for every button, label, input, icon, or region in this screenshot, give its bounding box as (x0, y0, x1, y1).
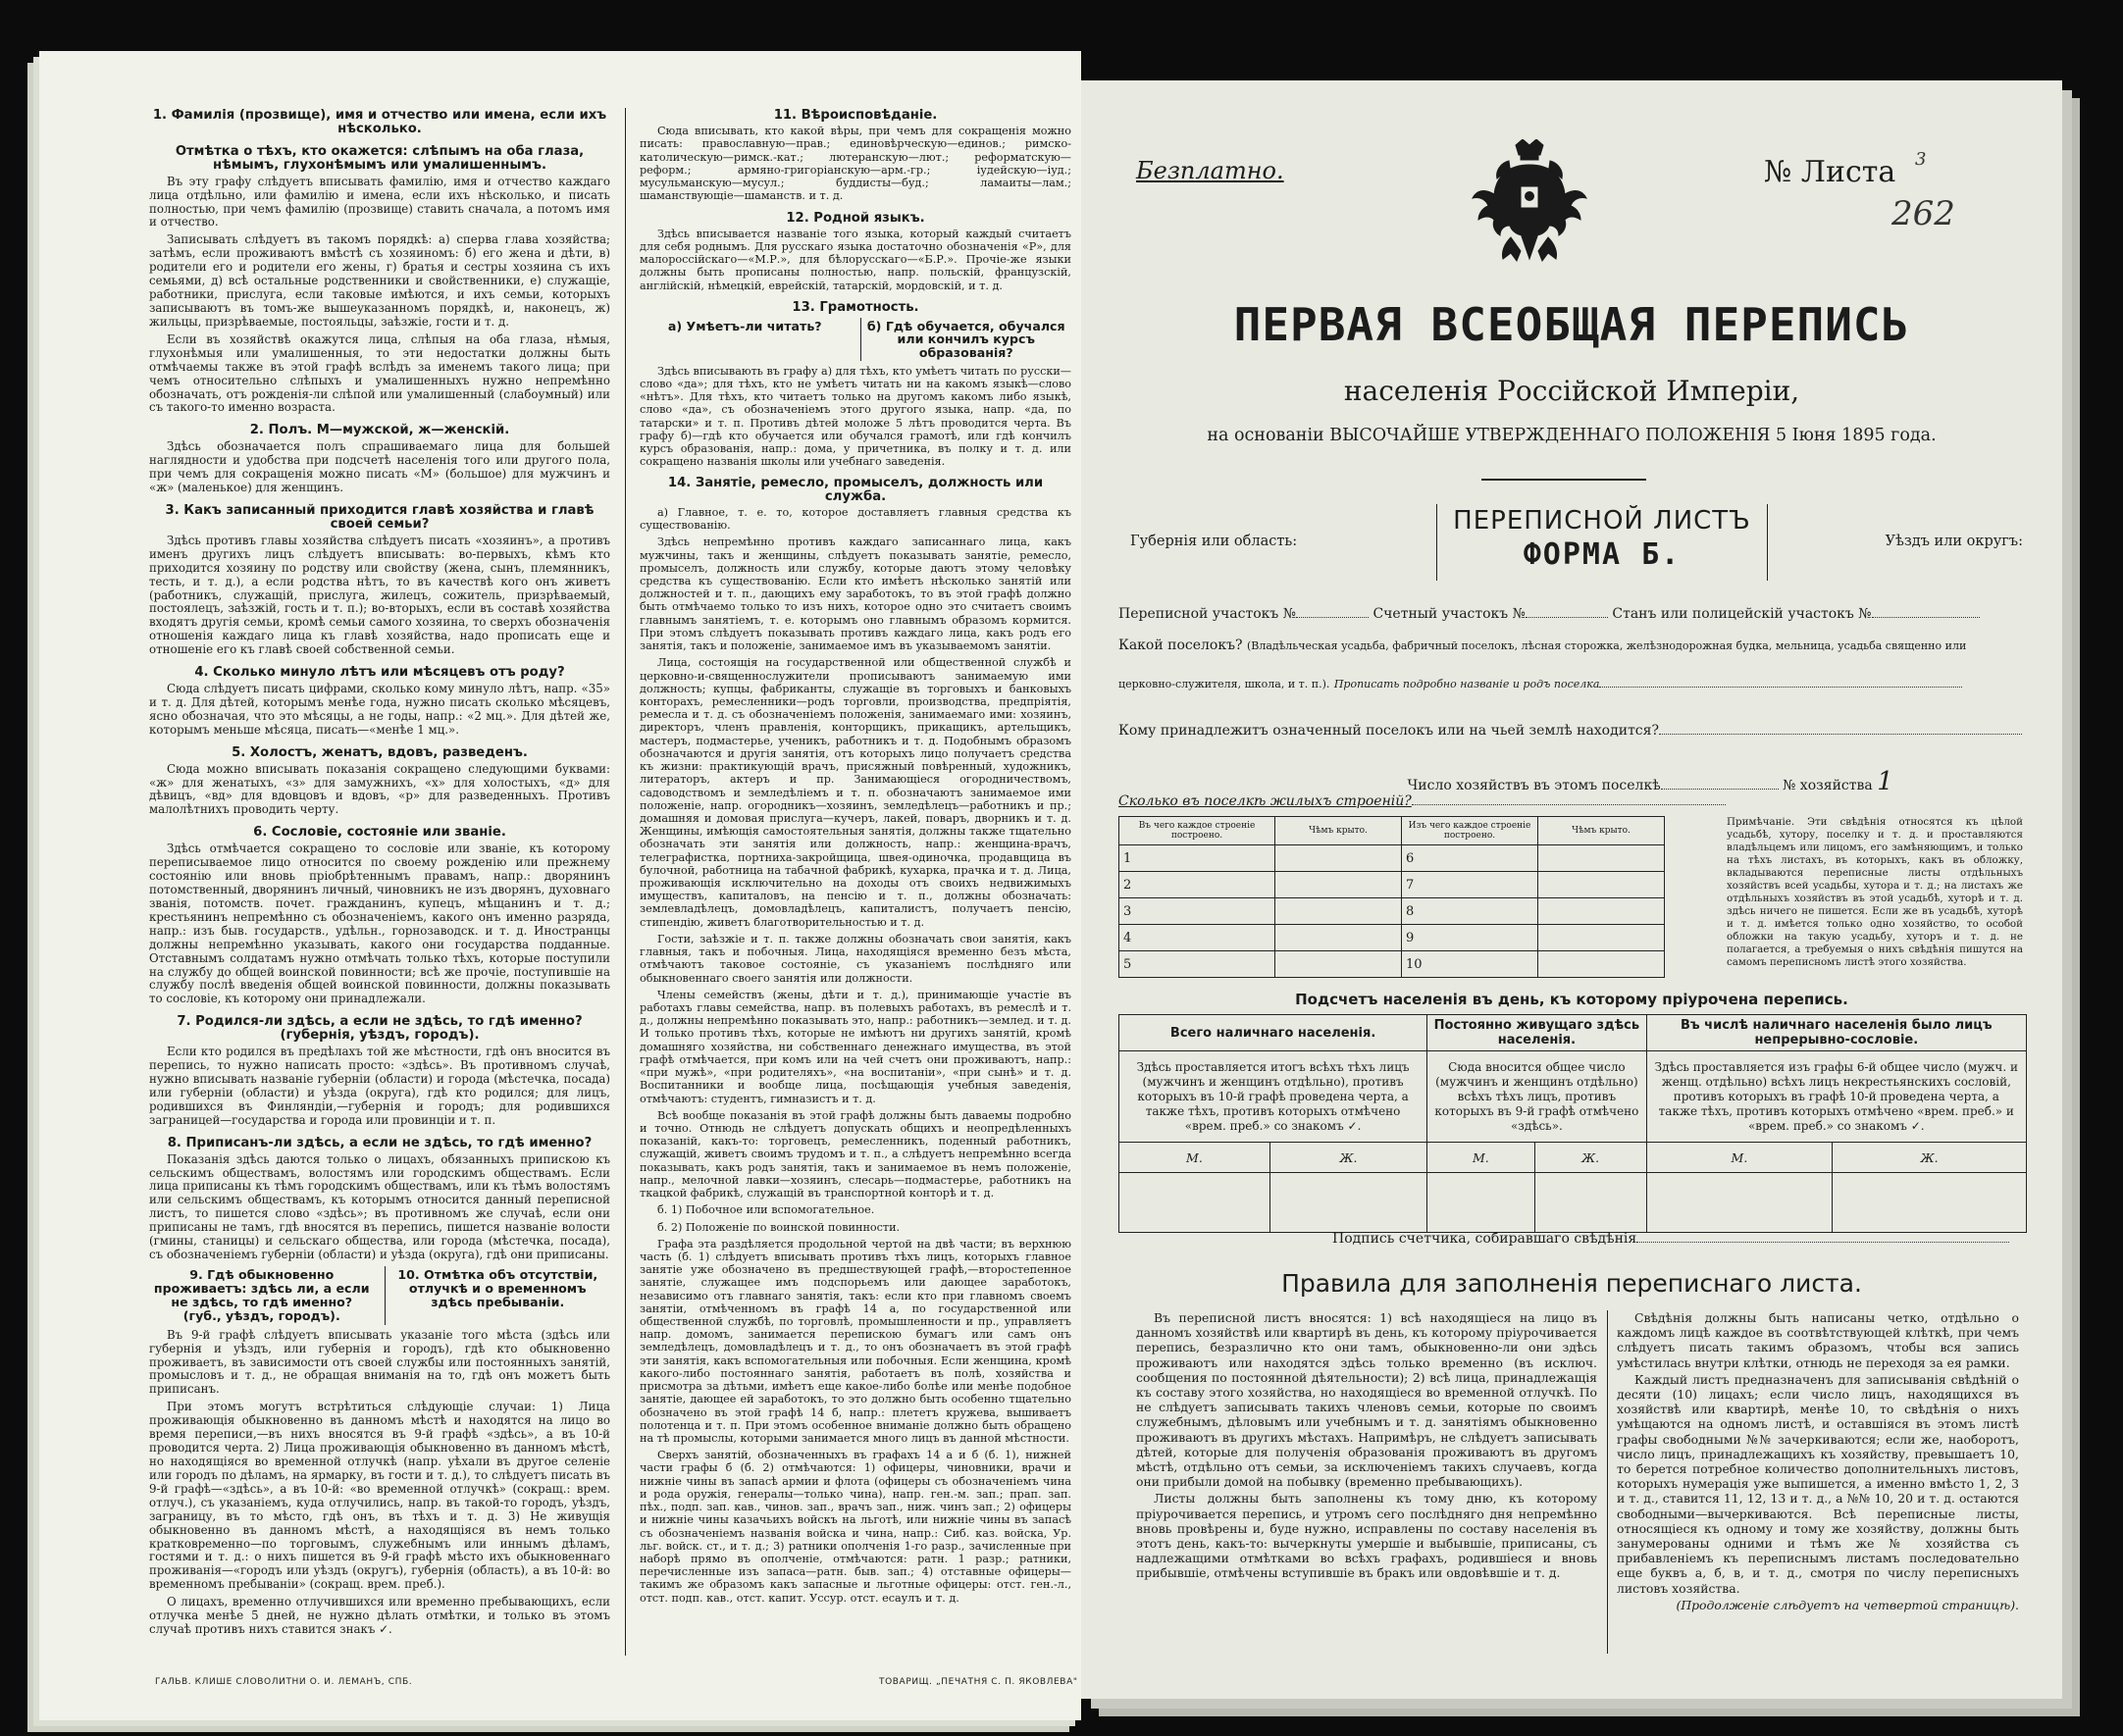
section-heading: 8. Приписанъ-ли здѣсь, а если не здѣсь, то гдѣ именно? (167, 1135, 593, 1150)
police-district-label: Станъ или полицейскій участокъ № (1612, 606, 1872, 622)
building-cell: 10 (1402, 951, 1538, 978)
column-divider (625, 108, 626, 1656)
sheet-number-handwritten: 3 262 (1891, 149, 1955, 233)
building-cell: 3 (1119, 898, 1275, 925)
settlement-hint: (Владѣльческая усадьба, фабричный поселокъ, лѣсная сторожка, желѣзнодорожная будка, мельница, усадьба священно или (1246, 639, 1967, 652)
building-cell: 4 (1119, 925, 1275, 951)
female-label: Ж. (1269, 1143, 1426, 1173)
non-peasant-header: Въ числѣ наличнаго населенія было лицъ непрерывно-сословіе. (1646, 1015, 2026, 1051)
female-label: Ж. (1833, 1143, 2027, 1173)
section-heading: 7. Родился-ли здѣсь, а если не здѣсь, то гдѣ именно? (губернія, уѣздъ, городъ). (177, 1014, 583, 1044)
roof-header: Чѣмъ крыто. (1275, 817, 1402, 845)
instruction-paragraph: а) Главное, т. е. то, которое доставляетъ главныя средства къ существованію. (640, 505, 1071, 533)
buildings-row (1118, 792, 2029, 809)
form-title: ПЕРЕПИСНОЙ ЛИСТЪ (1453, 506, 1751, 536)
census-legal-basis: на основаніи ВЫСОЧАЙШЕ УТВЕРЖДЕННАГО ПОЛОЖЕНІЯ 5 Іюня 1895 года. (1207, 426, 1937, 445)
roof-header-2: Чѣмъ крыто. (1538, 817, 1665, 845)
total-population-header: Всего наличнаго населенія. (1119, 1015, 1427, 1051)
rules-column-left (1136, 1310, 1597, 1583)
instruction-paragraph: Въ эту графу слѣдуетъ вписывать фамилію, имя и отчество каждаго лица отдѣльно, или фамилію и имена, если ихъ нѣсколько, и писать полностью, при чемъ фамилію (прозвище) ставить сначала, а потомъ имя и отчество. (149, 174, 610, 230)
section-heading: Отмѣтка о тѣхъ, кто окажется: слѣпымъ на оба глаза, нѣмымъ, глухонѣмымъ или умалишеннымъ. (175, 143, 585, 173)
resident-population-desc: Сюда вносится общее число (мужчинъ и женщинъ отдѣльно) всѣхъ тѣхъ лицъ, противъ которыхъ въ 9-й графѣ отмѣчено «здѣсь». (1427, 1051, 1646, 1143)
instruction-paragraph: Гости, заѣзжіе и т. п. также должны обозначать свои занятія, какъ главныя, такъ и побочныя. Лица, находящіяся временно безъ мѣста, отмѣчаютъ таковое состояніе, съ указаніемъ послѣдняго или обыкновеннаго своего занятія или должности. (640, 932, 1071, 985)
building-cell: 8 (1402, 898, 1538, 925)
buildings-note: Примѣчаніе. Эти свѣдѣнія относятся къ цѣлой усадьбѣ, хутору, поселку и т. д. и проставляются владѣльцемъ или лицомъ, его замѣняющимъ, и только на тѣхъ листахъ, въ которыхъ, какъ въ обложку, вкладываются переписные листы отдѣльныхъ хозяйствъ всей усадьбы, хутора и т. д.; на листахъ же отдѣльныхъ хозяйствъ въ этой усадьбѣ, хуторѣ и т. д. здѣсь ничего не пишется. Если же въ усадьбѣ, хуторѣ и т. д. имѣется только одно хозяйство, то особой обложки на такую усадьбу, хуторъ и т. д. не полагается, а требуемыя о нихъ свѣдѣнія пишутся на самомъ переписномъ листѣ этого хозяйства. (1727, 816, 2023, 968)
instruction-paragraph: Сверхъ занятій, обозначенныхъ въ графахъ 14 а и б (б. 1), нижней части графы б (б. 2) отмѣчаются: 1) офицеры, чиновники, врачи и нижніе чины въ запасѣ армии и флота (офицеры съ обозначеніемъ чина и рода оружія, генералы—только чина), напр. ген.-м. зап.; прап. зап. пѣх., подп. зап. кав., чинов. зап., врачъ зап., ниж. чинъ зап.; 2) офицеры и нижніе чины казачьихъ войскъ на льготѣ, или нижніе чины въ запасѣ съ обозначеніемъ названія войска и чина, напр.: Сиб. каз. войска, Ур. льг. войск. ст., и т. д.; 3) ратники ополченія 1-го разр., зачисленные при наборѣ прямо въ ополченіе, отмѣчаются: ратн. 1 разр.; ратники, перечисленные изъ запаса—ратн. быв. зап.; 4) отставные офицеры—такимъ же образомъ какъ запасные и льготные офицеры: отст. ген.-л., отст. подп. кав., отст. капит. Уссур. отст. есаулъ и т. д. (640, 1449, 1071, 1605)
instruction-paragraph: Здѣсь отмѣчается сокращено то сословіе или званіе, къ которому переписываемое лицо относится по своему рожденію или прежнему состоянію или вновь пріобрѣтеннымъ правамъ, напр.: дворянинъ потомственный, дворянинъ личный, чиновникъ не изъ дворянъ, духовнаго званія, потомств. почет. гражданинъ, купецъ, мѣщанинъ и т. д.; крестьянинъ непремѣнно съ обозначеніемъ, какого онъ именно разряда, напр.: изъ быв. государств., удѣльн., горнозаводск. и т. д. Иностранцы должны непремѣнно указывать, какого они государства подданные. Отставнымъ солдатамъ нужно отмѣчать только тѣхъ, которые поступили на службу до общей воинской повинности; всѣ же прочіе, поступившіе на службу послѣ введенія общей воинской повинности, должны показывать то сословіе, къ которому они принадлежали. (149, 842, 610, 1006)
settlement-instruction: Прописать подробно названіе и родъ поселка (1333, 678, 1600, 690)
settlement-row-2 (1118, 675, 2029, 691)
section-heading: 13. Грамотность. (792, 299, 919, 315)
rules-column-right (1617, 1310, 2019, 1614)
owner-label: Кому принадлежитъ означенный поселокъ или на чьей землѣ находится? (1118, 723, 1659, 739)
census-district-label: Переписной участокъ № (1118, 606, 1296, 622)
count-cell (1269, 1173, 1426, 1233)
buildings-label: Сколько въ поселкѣ жилыхъ строеній? (1118, 793, 1412, 809)
population-table (1118, 1014, 2027, 1233)
subheading-pair (640, 318, 1071, 361)
instruction-paragraph: Здѣсь противъ главы хозяйства слѣдуетъ писать «хозяинъ», а противъ именъ другихъ лицъ слѣдуетъ вписывать: во-первыхъ, кѣмъ кто приходится хозяину по родству или свойству (жена, сынъ, племянникъ, тесть, и т. д.), а если родства нѣтъ, то въ качествѣ кого онъ живетъ (работникъ, служащій, прислуга, жилецъ, сожитель, призрѣваемый, постоялецъ, заѣзжій, гость и т. п.); во-вторыхъ, если въ составѣ хозяйства входятъ другія семьи, кромѣ семьи самого хозяина, то сверхъ обозначенія отношенія каждаго лица къ главѣ хозяйства, надо прописать еще и отношеніе его къ главѣ своей собственной семьи. (149, 533, 610, 657)
title-rule (1481, 479, 1646, 481)
instruction-paragraph: Здѣсь непремѣнно противъ каждаго записаннаго лица, какъ мужчины, такъ и женщины, слѣдуетъ показывать занятіе, ремесло, промыселъ, должность или службу, которые даютъ этому человѣку средства къ существованію. Если кто имѣетъ нѣсколько занятій или должностей и т. п., дающихъ ему заработокъ, то въ этой графѣ должно быть отмѣчаемо только то изъ нихъ, которое одно это считаетъ своимъ главнымъ занятіемъ, т. е. которымъ оно главнымъ образомъ кормится. При этомъ слѣдуетъ показывать противъ каждаго лица, какъ родъ его занятія, такъ и положеніе, занимаемое имъ въ указываемомъ занятіи. (640, 536, 1071, 653)
households-count-label: Число хозяйствъ въ этомъ поселкѣ (1407, 778, 1661, 793)
household-number-handwritten: 1 (1877, 767, 1893, 796)
subheading: б) Гдѣ обучается, обучался или кончилъ курсъ образованія? (860, 318, 1072, 361)
count-cell (1427, 1173, 1534, 1233)
building-cell: 1 (1119, 845, 1275, 872)
rules-paragraph: Въ переписной листъ вносятся: 1) всѣ находящіеся на лицо въ данномъ хозяйствѣ или квартирѣ въ день, къ которому пріурочивается перепись, безразлично кто они тамъ, обыкновенно-ли они здѣсь проживаютъ или находятся здѣсь только временно (въ исключ. сообщения по постоянной дѣятельности); 2) всѣ лица, принадлежащія къ составу этого хозяйства, но находящіеся во временной отлучкѣ. По не слѣдуетъ записывать такихъ членовъ семьи, которые по своимъ служебнымъ, дѣловымъ или учебнымъ и т. д. занятіямъ обыкновенно проживаютъ въ другихъ мѣстахъ. Напримѣръ, не слѣдуетъ записывать дѣтей, которые для полученія образованія проживаютъ въ другомъ мѣстѣ, отдѣльно отъ семьи, за исключеніемъ такихъ случаевъ, когда они прибыли домой на побывку (временно пребывающихъ). (1136, 1310, 1597, 1490)
instruction-paragraph: б. 2) Положеніе по воинской повинности. (657, 1220, 901, 1234)
settlement-hint-2: церковно-служителя, школа, и т. п.). (1118, 678, 1330, 690)
section-heading: 5. Холостъ, женатъ, вдовъ, разведенъ. (232, 744, 528, 760)
building-cell: 7 (1402, 872, 1538, 898)
instructions-column-right (640, 100, 1071, 1608)
count-cell (1119, 1173, 1270, 1233)
subheading: а) Умѣетъ-ли читать? (667, 319, 822, 334)
instruction-paragraph: б. 1) Побочное или вспомогательное. (657, 1203, 875, 1217)
section-heading: 4. Сколько минуло лѣтъ или мѣсяцевъ отъ роду? (194, 665, 565, 681)
count-cell (1833, 1173, 2027, 1233)
male-label: М. (1646, 1143, 1833, 1173)
continued-note: (Продолженіе слѣдуетъ на четвертой страницѣ). (1676, 1597, 2019, 1612)
census-title: ПЕРВАЯ ВСЕОБЩАЯ ПЕРЕПИСЬ (1233, 298, 1910, 351)
population-count-title: Подсчетъ населенія въ день, къ которому пріурочена перепись. (1295, 991, 1848, 1008)
form-header-row (1130, 504, 2023, 583)
instruction-paragraph: Если кто родился въ предѣлахъ той же мѣстности, гдѣ онъ вносится въ перепись, то нужно написать просто: «здѣсь». Въ противномъ случаѣ, нужно вписывать названіе губерніи (области) и города (мѣстечка, посада) или губерніи (области) и уѣзда (округа), гдѣ кто родился; для лицъ, родившихся въ Финляндіи,—губернія и городъ; для родившихся заграницей—государства и города или провинціи и т. п. (149, 1045, 610, 1127)
section-heading: 1. Фамилія (прозвище), имя и отчество или имена, если ихъ нѣсколько. (152, 108, 607, 136)
instruction-paragraph: Сюда можно вписывать показанія сокращено следующими буквами: «ж» для женатыхъ, «з» для замужнихъ, «х» для холостыхъ, «д» для дѣвицъ, «вд» для вдовцовъ и вдовъ, «р» для разведенныхъ. Противъ малолѣтнихъ проводить черту. (149, 761, 610, 817)
section-heading: 11. Вѣроисповѣданіе. (773, 108, 938, 123)
household-number-label: № хозяйства (1783, 778, 1873, 793)
signature-label: Подпись счетчика, собиравшаго свѣдѣнія (1332, 1231, 1637, 1247)
census-subtitle: населенія Россійской Имперіи, (1343, 375, 1800, 407)
settlement-label: Какой поселокъ? (1118, 638, 1243, 653)
instructions-sheet (39, 51, 1081, 1720)
count-cell (1646, 1173, 1833, 1233)
free-label: Безплатно. (1136, 157, 1284, 184)
instruction-paragraph: Лица, состоящія на государственной или общественной службѣ и церковно-и-священнослужители прописываютъ занимаемую ими должность; купцы, фабриканты, служащіе въ торговыхъ и банковыхъ конторахъ, ремесленники—родъ торговли, производства, предпріятія, ремесла и т. д. съ обозначеніемъ положенія, занимаемаго ими: хозяинъ, директоръ, членъ правленія, конторщикъ, прикащикъ, артельщикъ, мастеръ, подмастерье, ученикъ, работникъ и т. д. Подобнымъ образомъ обозначаются и другія занятія, отъ которыхъ лицо получаетъ средства къ жизни: практикующій врачъ, присяжный повѣренный, художникъ, литераторъ, актеръ и пр. Занимающіеся огородничествомъ, садоводствомъ и земледѣліемъ и т. п. обозначаютъ занимаемое ими положеніе, напр. огородникъ—хозяинъ, земледѣлецъ—работникъ и пр.; домашняя и домовая прислуга—кучеръ, лакей, поваръ, дворникъ и т. д. Женщины, имѣющія самостоятельныя занятія, должны также тщательно обозначать эти занятія или должность, напр.: женщина-врачъ, телеграфистка, портниха-закройщица, швея-одиночка, продавщица въ булочной, работница на табачной фабрикѣ, кухарка, прачка и т. д. Лица, проживающія исключительно на доходы отъ своихъ недвижимыхъ имуществъ, капиталовъ, на пенсію и т. п., должны обозначать: землевладѣлецъ, домовладѣлецъ, капиталистъ, получаетъ пенсію, стипендію, живетъ благотворительностью и т. д. (640, 656, 1071, 929)
instruction-paragraph: О лицахъ, временно отлучившихся или временно пребывающихъ, если отлучка менѣе 5 дней, не нужно дѣлать отмѣтки, и только въ этомъ случаѣ противъ нихъ ставится знакъ ✓. (149, 1595, 610, 1637)
uezd-field-label: Уѣздъ или округъ: (1885, 534, 2023, 549)
form-title-box (1436, 504, 1768, 581)
count-cell (1534, 1173, 1646, 1233)
owner-row (1118, 722, 2029, 739)
instruction-paragraph: Записывать слѣдуетъ въ такомъ порядкѣ: а) сперва глава хозяйства; затѣмъ, если проживаютъ вмѣстѣ съ хозяиномъ: б) его жена и дѣти, в) родители его и родители его жены, г) братья и сестры хозяина съ ихъ семьями, д) всѣ остальные родственники и свойственники, е) служащіе, работники, прислуга, если таковые имѣются, и ихъ семьи, которыхъ записываютъ въ томъ-же вышеуказанномъ порядкѣ, и, наконецъ, ж) жильцы, призрѣваемые, постояльцы, заѣзжіе, гости и т. д. (149, 232, 610, 329)
settlement-row (1118, 638, 2029, 653)
section-heading: 6. Сословіе, состояніе или званіе. (253, 825, 506, 841)
buildings-table (1118, 816, 1665, 978)
double-headed-eagle-emblem (1472, 139, 1587, 265)
rules-paragraph: Каждый листъ предназначенъ для записыванія свѣдѣній о десяти (10) лицахъ; если число лицъ, находящихся въ хозяйствѣ или квартирѣ, менѣе 10, то свѣдѣнія о нихъ умѣщаются на одномъ листѣ, и оставшіяся въ этомъ листѣ графы свободными №№ зачеркиваются; если же, наоборотъ, число лицъ, принадлежащихъ къ хозяйству, превышаетъ 10, то берется потребное количество дополнительныхъ листовъ, которыхъ нумерація уже выпишется, а именно вмѣсто 1, 2, 3 и т. д., ставится 11, 12, 13 и т. д., а №№ 10, 20 и т. д. остаются свободными—вычеркиваются. Всѣ переписные листы, относящіеся къ одному и тому же хозяйству, должны быть занумерованы одними и тѣмъ же № хозяйства съ прибавленіемъ къ переписнымъ листамъ последовательно еще буквъ а, б, в, и т. д., смотря по числу переписныхъ листовъ хозяйства. (1617, 1371, 2019, 1596)
instruction-paragraph: Здѣсь вписывается названіе того языка, который каждый считаетъ для себя роднымъ. Для русскаго языка достаточно обозначенія «Р», для малороссійскаго—«М.Р.», для бѣлорусскаго—«Б.Р.». Прочіе-же языки должны быть прописаны полностью, напр. польскій, французскій, англійскій, нѣмецкій, еврейскій, татарскій, мордовскій, и т. д. (640, 227, 1071, 292)
printer-credit-left: ГАЛЬВ. КЛИШЕ СЛОВОЛИТНИ О. И. ЛЕМАНЪ, СПБ. (155, 1677, 413, 1687)
total-population-desc: Здѣсь проставляется итогъ всѣхъ тѣхъ лицъ (мужчинъ и женщинъ отдѣльно), противъ которыхъ въ 10-й графѣ проведена черта, а также тѣхъ, противъ которыхъ отмѣчено «врем. преб.» со знакомъ ✓. (1119, 1051, 1427, 1143)
district-row (1118, 605, 2029, 622)
material-header-2: Изъ чего каждое строеніе построено. (1402, 817, 1538, 845)
female-label: Ж. (1534, 1143, 1646, 1173)
sheet-number-label: № Листа (1764, 155, 1896, 189)
instructions-column-left (149, 100, 610, 1641)
section-heading: 12. Родной языкъ. (786, 210, 925, 226)
male-label: М. (1427, 1143, 1534, 1173)
building-cell: 5 (1119, 951, 1275, 978)
section-heading: 3. Какъ записанный приходится главѣ хозяйства и главѣ своей семьи? (165, 502, 595, 532)
counting-district-label: Счетный участокъ № (1372, 606, 1526, 622)
building-cell: 9 (1402, 925, 1538, 951)
building-cell: 2 (1119, 872, 1275, 898)
census-form-sheet (1081, 80, 2062, 1699)
subheading: 9. Гдѣ обыкновенно проживаетъ: здѣсь ли, а если не здѣсь, то гдѣ именно? (губ., уѣздъ, городъ). (153, 1266, 370, 1323)
instruction-paragraph: Показанія здѣсь даются только о лицахъ, обязанныхъ припискою къ сельскимъ обществамъ, волостямъ или городскимъ обществамъ. Если лица приписаны къ тѣмъ городскимъ обществамъ, или къ тѣмъ волостямъ или сельскимъ обществамъ, къ которымъ относится данный переписной листъ, то пишется слово «здѣсь»; въ противномъ же случаѣ, если они приписаны не тамъ, гдѣ вносятся въ перепись, пишется названіе волости (гмины, станицы) и сельскаго общества, или города (мѣстечка, посада), съ обозначеніемъ губерніи (области) и уѣзда (округа), гдѣ они приписаны. (149, 1151, 610, 1262)
instruction-paragraph: Всѣ вообще показанія въ этой графѣ должны быть даваемы подробно и точно. Отнюдь не слѣдуетъ допускать общихъ и неопредѣленныхъ показаній, какъ-то: торговецъ, ремесленникъ, поденный работникъ, служащій, живетъ своимъ трудомъ и т. п., а слѣдуетъ непремѣнно всегда показывать, какъ родъ занятія, такъ и занимаемое въ немъ положеніе, напр., мелочной лавки—хозяинъ, слесарь—подмастерье, работникъ на ткацкой фабрикѣ, служащій въ транспортной конторѣ и т. д. (640, 1108, 1071, 1200)
rules-paragraph: Листы должны быть заполнены къ тому дню, къ которому пріурочивается перепись, и утромъ сего послѣдняго дня непремѣнно вновь провѣрены и, буде нужно, исправлены по составу населенія въ этотъ день, какъ-то: вычеркнуты умершіе и выбывшіе, приписаны, съ надлежащими отмѣтками во всѣхъ графахъ, родившіеся и вновь прибывшіе, отмѣчены вступившіе въ бракъ или овдовѣвшіе и т. д. (1136, 1491, 1597, 1581)
material-header: Въ чего каждое строеніе построено. (1119, 817, 1275, 845)
subheading-pair (149, 1266, 610, 1325)
building-cell: 6 (1402, 845, 1538, 872)
gubernia-field-label: Губернія или область: (1130, 534, 1298, 549)
section-heading: 14. Занятіе, ремесло, промыселъ, должность или служба. (667, 476, 1044, 504)
instruction-paragraph: Сюда слѣдуетъ писать цифрами, сколько кому минуло лѣтъ, напр. «35» и т. д. Для дѣтей, которымъ менѣе года, нужно писать сколько мѣсяцевъ, ясно обозначая, что это мѣсяцы, а не годы, напр.: «2 мц.». Для дѣтей же, которымъ меньше мѣсяца, писать—«менѣе 1 мц.». (149, 682, 610, 737)
male-label: М. (1119, 1143, 1270, 1173)
instruction-paragraph: Графа эта раздѣляется продольной чертой на двѣ части; въ верхнюю часть (б. 1) слѣдуетъ вписывать противъ тѣхъ лицъ, которыхъ главное занятіе уже обозначено въ предшествующей графѣ,—второстепенное занятіе, служащее имъ подспорьемъ или дающее заработокъ, независимо отъ главнаго занятія, такъ: если кто при главномъ своемъ занятіи, отмѣченномъ въ графѣ 14 а, по государственной или общественной службѣ, по торговлѣ, промышленности и пр., управляетъ напр. домомъ, занимается перепискою бумагъ или самъ онъ земледѣлецъ, домовладѣлецъ и т. д., то онъ обозначаетъ въ этой графѣ эти занятія, какъ вспомогательныя или побочныя. Если женщина, кромѣ какого-либо постояннаго занятія, работаетъ въ полѣ, хозяйства и присмотра за дѣтьми, имѣетъ еще какое-либо болѣе или менѣе подобное занятіе, дающее ей заработокъ, то это должно быть особенно тщательно обозначено въ этой графѣ 14 б, напр.: плететъ кружева, вышиваетъ полотенца и т. п. При этомъ особенное вниманіе должно быть обращено на тѣ промыслы, которыми занимается много лицъ въ данной мѣстности. (640, 1237, 1071, 1445)
rules-divider (1607, 1310, 1608, 1654)
instruction-paragraph: Здѣсь вписывають въ графу а) для тѣхъ, кто умѣетъ читать по русски—слово «да»; для тѣхъ, кто не умѣетъ читать ни на какомъ языкѣ—слово «нѣтъ». Для тѣхъ, кто читаетъ только на другомъ какомъ либо языкѣ, слово «да», съ обозначеніемъ этого другого языка, напр. «да, по татарски» и т. п. Противъ дѣтей моложе 5 лѣтъ проводится черта. Въ графу б)—гдѣ кто обучается или обучался грамотѣ, или гдѣ кончилъ курсъ образованія, напр.: дома, у причетника, въ полку и т. д. или сокращено названія школы или учебнаго заведенія. (640, 364, 1071, 469)
rules-title: Правила для заполненія переписнаго листа. (1281, 1269, 1862, 1298)
instruction-paragraph: Здѣсь обозначается полъ спрашиваемаго лица для большей наглядности и удобства при подсчетѣ населенія того или другого пола, при чемъ для сокращенія можно писать «М» (большое) для мужчинъ и «ж» (маленькое) для женщинъ. (149, 439, 610, 495)
signature-line (1332, 1230, 2009, 1247)
printer-credit-right: ТОВАРИЩ. „ПЕЧАТНЯ С. П. ЯКОВЛЕВА" (879, 1677, 1078, 1687)
instruction-paragraph: Если въ хозяйствѣ окажутся лица, слѣпыя на оба глаза, нѣмыя, глухонѣмыя или умалишенныя, то эти недостатки должны быть отмѣчаемы также въ этой графѣ вслѣдъ за именемъ такого лица; при чемъ относительно слѣпыхъ и умалишенныхъ нужно непремѣнно обозначать, отъ рожденія-ли слѣпой или умалишенный (слабоумный) или съ такого-то именно возраста. (149, 332, 610, 415)
form-variant: ФОРМА Б. (1523, 537, 1682, 572)
non-peasant-desc: Здѣсь проставляется изъ графы 6-й общее число (мужч. и женщ. отдѣльно) всѣхъ лицъ некрестьянскихъ сословій, противъ которыхъ въ графѣ 10-й проведена черта, а также тѣхъ, противъ которыхъ отмѣчено «врем. преб.» и «врем. преб.» со знакомъ ✓. (1646, 1051, 2026, 1143)
subheading: 10. Отмѣтка объ отсутствіи, отлучкѣ и о временномъ здѣсь пребываніи. (385, 1266, 611, 1325)
instruction-paragraph: Сюда вписывать, кто какой вѣры, при чемъ для сокращенія можно писать: православную—прав.; единовѣрческую—единов.; римско-католическую—римск.-кат.; лютеранскую—лют.; реформатскую—реформ.; армяно-григоріанскую—арм.-гр.; іудейскую—іуд.; мусульманскую—мусул.; буддисты—буд.; ламаиты—лам.; шаманствующіе—шаманств. и т. д. (640, 125, 1071, 203)
resident-population-header: Постоянно живущаго здѣсь населенія. (1427, 1015, 1646, 1051)
instruction-paragraph: Члены семействъ (жены, дѣти и т. д.), принимающіе участіе въ работахъ главы семейства, напр. въ полевыхъ работахъ, въ ремеслѣ и т. д., должны непремѣнно показывать это, напр.: работникъ—землед. и т. д. И только противъ тѣхъ, которые не имѣютъ ни другихъ занятій, кромѣ домашняго хозяйства, ни собственнаго денежнаго имущества, въ этой графѣ отмѣчается, при комъ или на чей счетъ они проживаютъ, напр.: «при мужѣ», «при родителяхъ», «на воспитаніи», «при сынѣ» и т. д. Воспитанники и вообще лица, посѣщающія учебныя заведенія, отмѣчаютъ: студентъ, гимназистъ и т. д. (640, 988, 1071, 1105)
instruction-paragraph: При этомъ могутъ встрѣтиться слѣдующіе случаи: 1) Лица проживающія обыкновенно въ данномъ мѣстѣ и находятся на лицо во время переписи,—въ нихъ вносятся въ 9-й графѣ «здѣсь», а въ 10-й проводится черта. 2) Лица проживающія обыкновенно въ данномъ мѣстѣ, но находящіяся во временной отлучкѣ (напр. уѣхали въ другое селеніе или городъ по дѣламъ, на ярмарку, въ гости и т. д.), то слѣдуетъ писать въ 9-й графѣ—«здѣсь», а въ 10-й: «во временной отлучкѣ» (сокращ.: врем. отлуч.), съ указаніемъ, куда отлучились, напр. въ такой-то городъ, уѣздъ, заграницу, въ то мѣсто, гдѣ онъ, въ тѣхъ и т. д. 3) Не живущія обыкновенно въ данномъ мѣстѣ, а находящіяся въ немъ только кратковременно—по торговымъ, служебнымъ или иннымъ дѣламъ, гостями и т. д.: о нихъ пишется въ 9-й графѣ мѣсто ихъ обыкновеннаго проживанія—«городъ или уѣздъ (округъ), губернія (область), а въ 10-й: во временномъ пребываніи» (сокращ. врем. преб.). (149, 1400, 610, 1592)
sheet-number (1764, 149, 1955, 233)
section-heading: 2. Полъ. М—мужской, ж—женскій. (249, 423, 510, 438)
rules-paragraph: Свѣдѣнія должны быть написаны четко, отдѣльно о каждомъ лицѣ каждое въ соотвѣтствующей клѣткѣ, при чемъ слѣдуетъ писать такимъ образомъ, чтобы вся запись умѣстилась внутри клѣтки, отнюдь не переходя за ея рамки. (1617, 1310, 2019, 1370)
instruction-paragraph: Въ 9-й графѣ слѣдуетъ вписывать указаніе того мѣста (здѣсь или губернія и уѣздъ, или губернія и городъ), гдѣ кто обыкновенно проживаетъ, въ зависимости отъ своей службы или постоянныхъ занятій, промысловъ и т. д., не обращая вниманія на то, гдѣ онъ можетъ быть приписанъ. (149, 1327, 610, 1397)
